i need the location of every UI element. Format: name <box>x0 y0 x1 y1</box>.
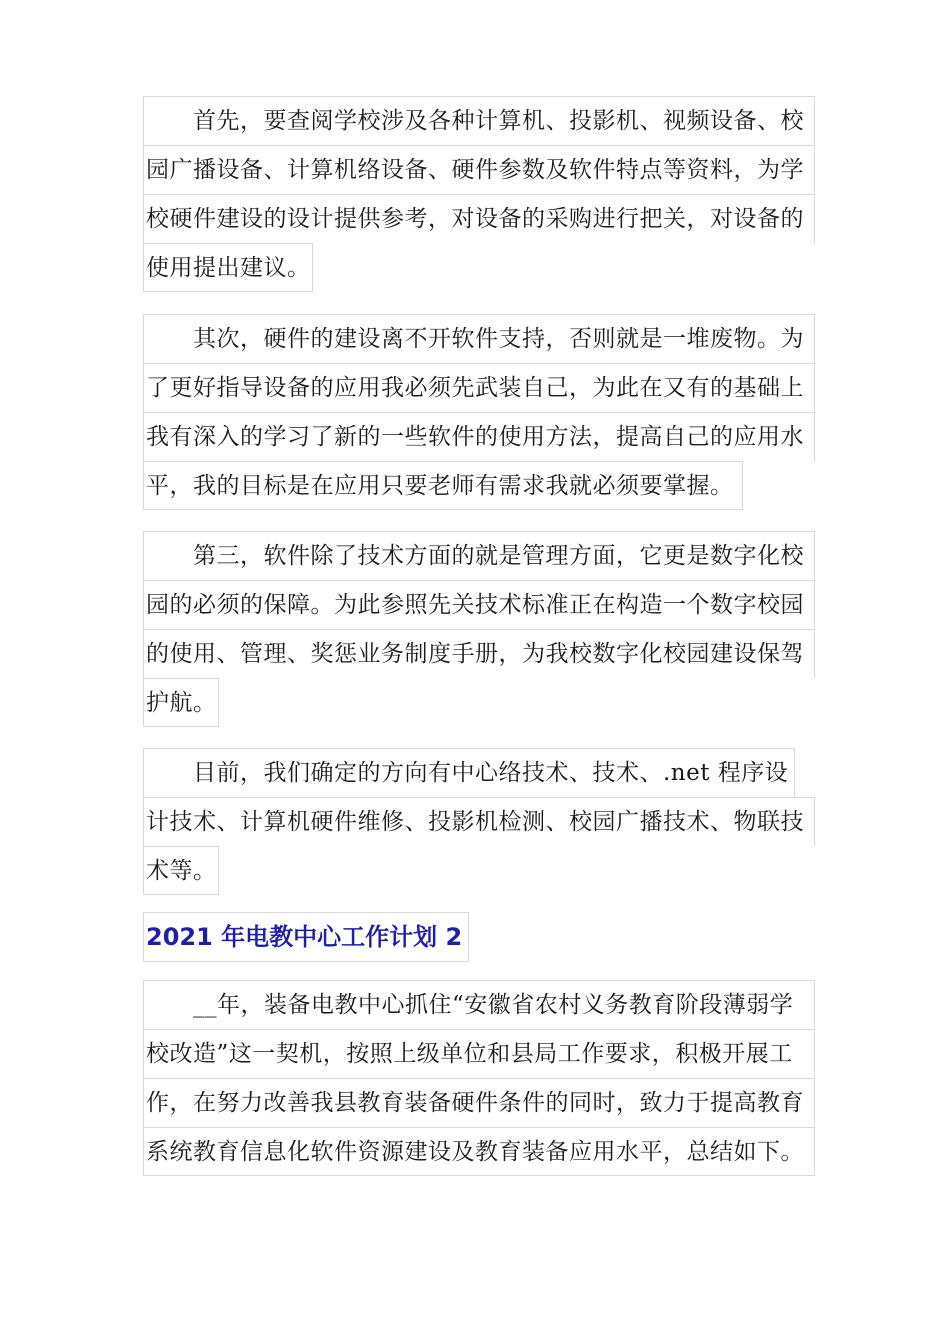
paragraph-line: 第三，软件除了技术方面的就是管理方面，它更是数字化校 <box>143 531 815 580</box>
paragraph-line: 平，我的目标是在应用只要老师有需求我就必须要掌握。 <box>143 461 743 510</box>
paragraph-line: __年，装备电教中心抓住“安徽省农村义务教育阶段薄弱学 <box>143 980 815 1029</box>
paragraph-line: 校改造”这一契机，按照上级单位和县局工作要求，积极开展工 <box>143 1029 815 1078</box>
paragraph-line: 其次，硬件的建设离不开软件支持，否则就是一堆废物。为 <box>143 314 815 363</box>
paragraph-line: 园的必须的保障。为此参照先关技术标准正在构造一个数字校园 <box>143 580 815 629</box>
paragraph-line: 术等。 <box>143 846 219 895</box>
paragraph-2 <box>143 314 815 510</box>
paragraph-5 <box>143 980 815 1176</box>
paragraph-line: 了更好指导设备的应用我必须先武装自己，为此在又有的基础上 <box>143 363 815 412</box>
paragraph-line: 护航。 <box>143 678 219 727</box>
paragraph-3 <box>143 531 815 727</box>
paragraph-line: 作，在努力改善我县教育装备硬件条件的同时，致力于提高教育 <box>143 1078 815 1127</box>
paragraph-4 <box>143 748 815 895</box>
paragraph-line: 使用提出建议。 <box>143 243 313 292</box>
paragraph-line: 首先，要查阅学校涉及各种计算机、投影机、视频设备、校 <box>143 96 815 145</box>
paragraph-line: 我有深入的学习了新的一些软件的使用方法，提高自己的应用水 <box>143 412 815 461</box>
paragraph-line: 的使用、管理、奖惩业务制度手册，为我校数字化校园建设保驾 <box>143 629 815 678</box>
paragraph-line: 目前，我们确定的方向有中心络技术、技术、.net 程序设 <box>143 748 795 797</box>
paragraph-line: 校硬件建设的设计提供参考，对设备的采购进行把关，对设备的 <box>143 194 815 243</box>
paragraph-line: 园广播设备、计算机络设备、硬件参数及软件特点等资料，为学 <box>143 145 815 194</box>
section-heading: 2021 年电教中心工作计划 2 <box>143 912 469 962</box>
paragraph-line: 计技术、计算机硬件维修、投影机检测、校园广播技术、物联技 <box>143 797 815 846</box>
paragraph-1 <box>143 96 815 292</box>
paragraph-line: 系统教育信息化软件资源建设及教育装备应用水平，总结如下。 <box>143 1127 815 1176</box>
